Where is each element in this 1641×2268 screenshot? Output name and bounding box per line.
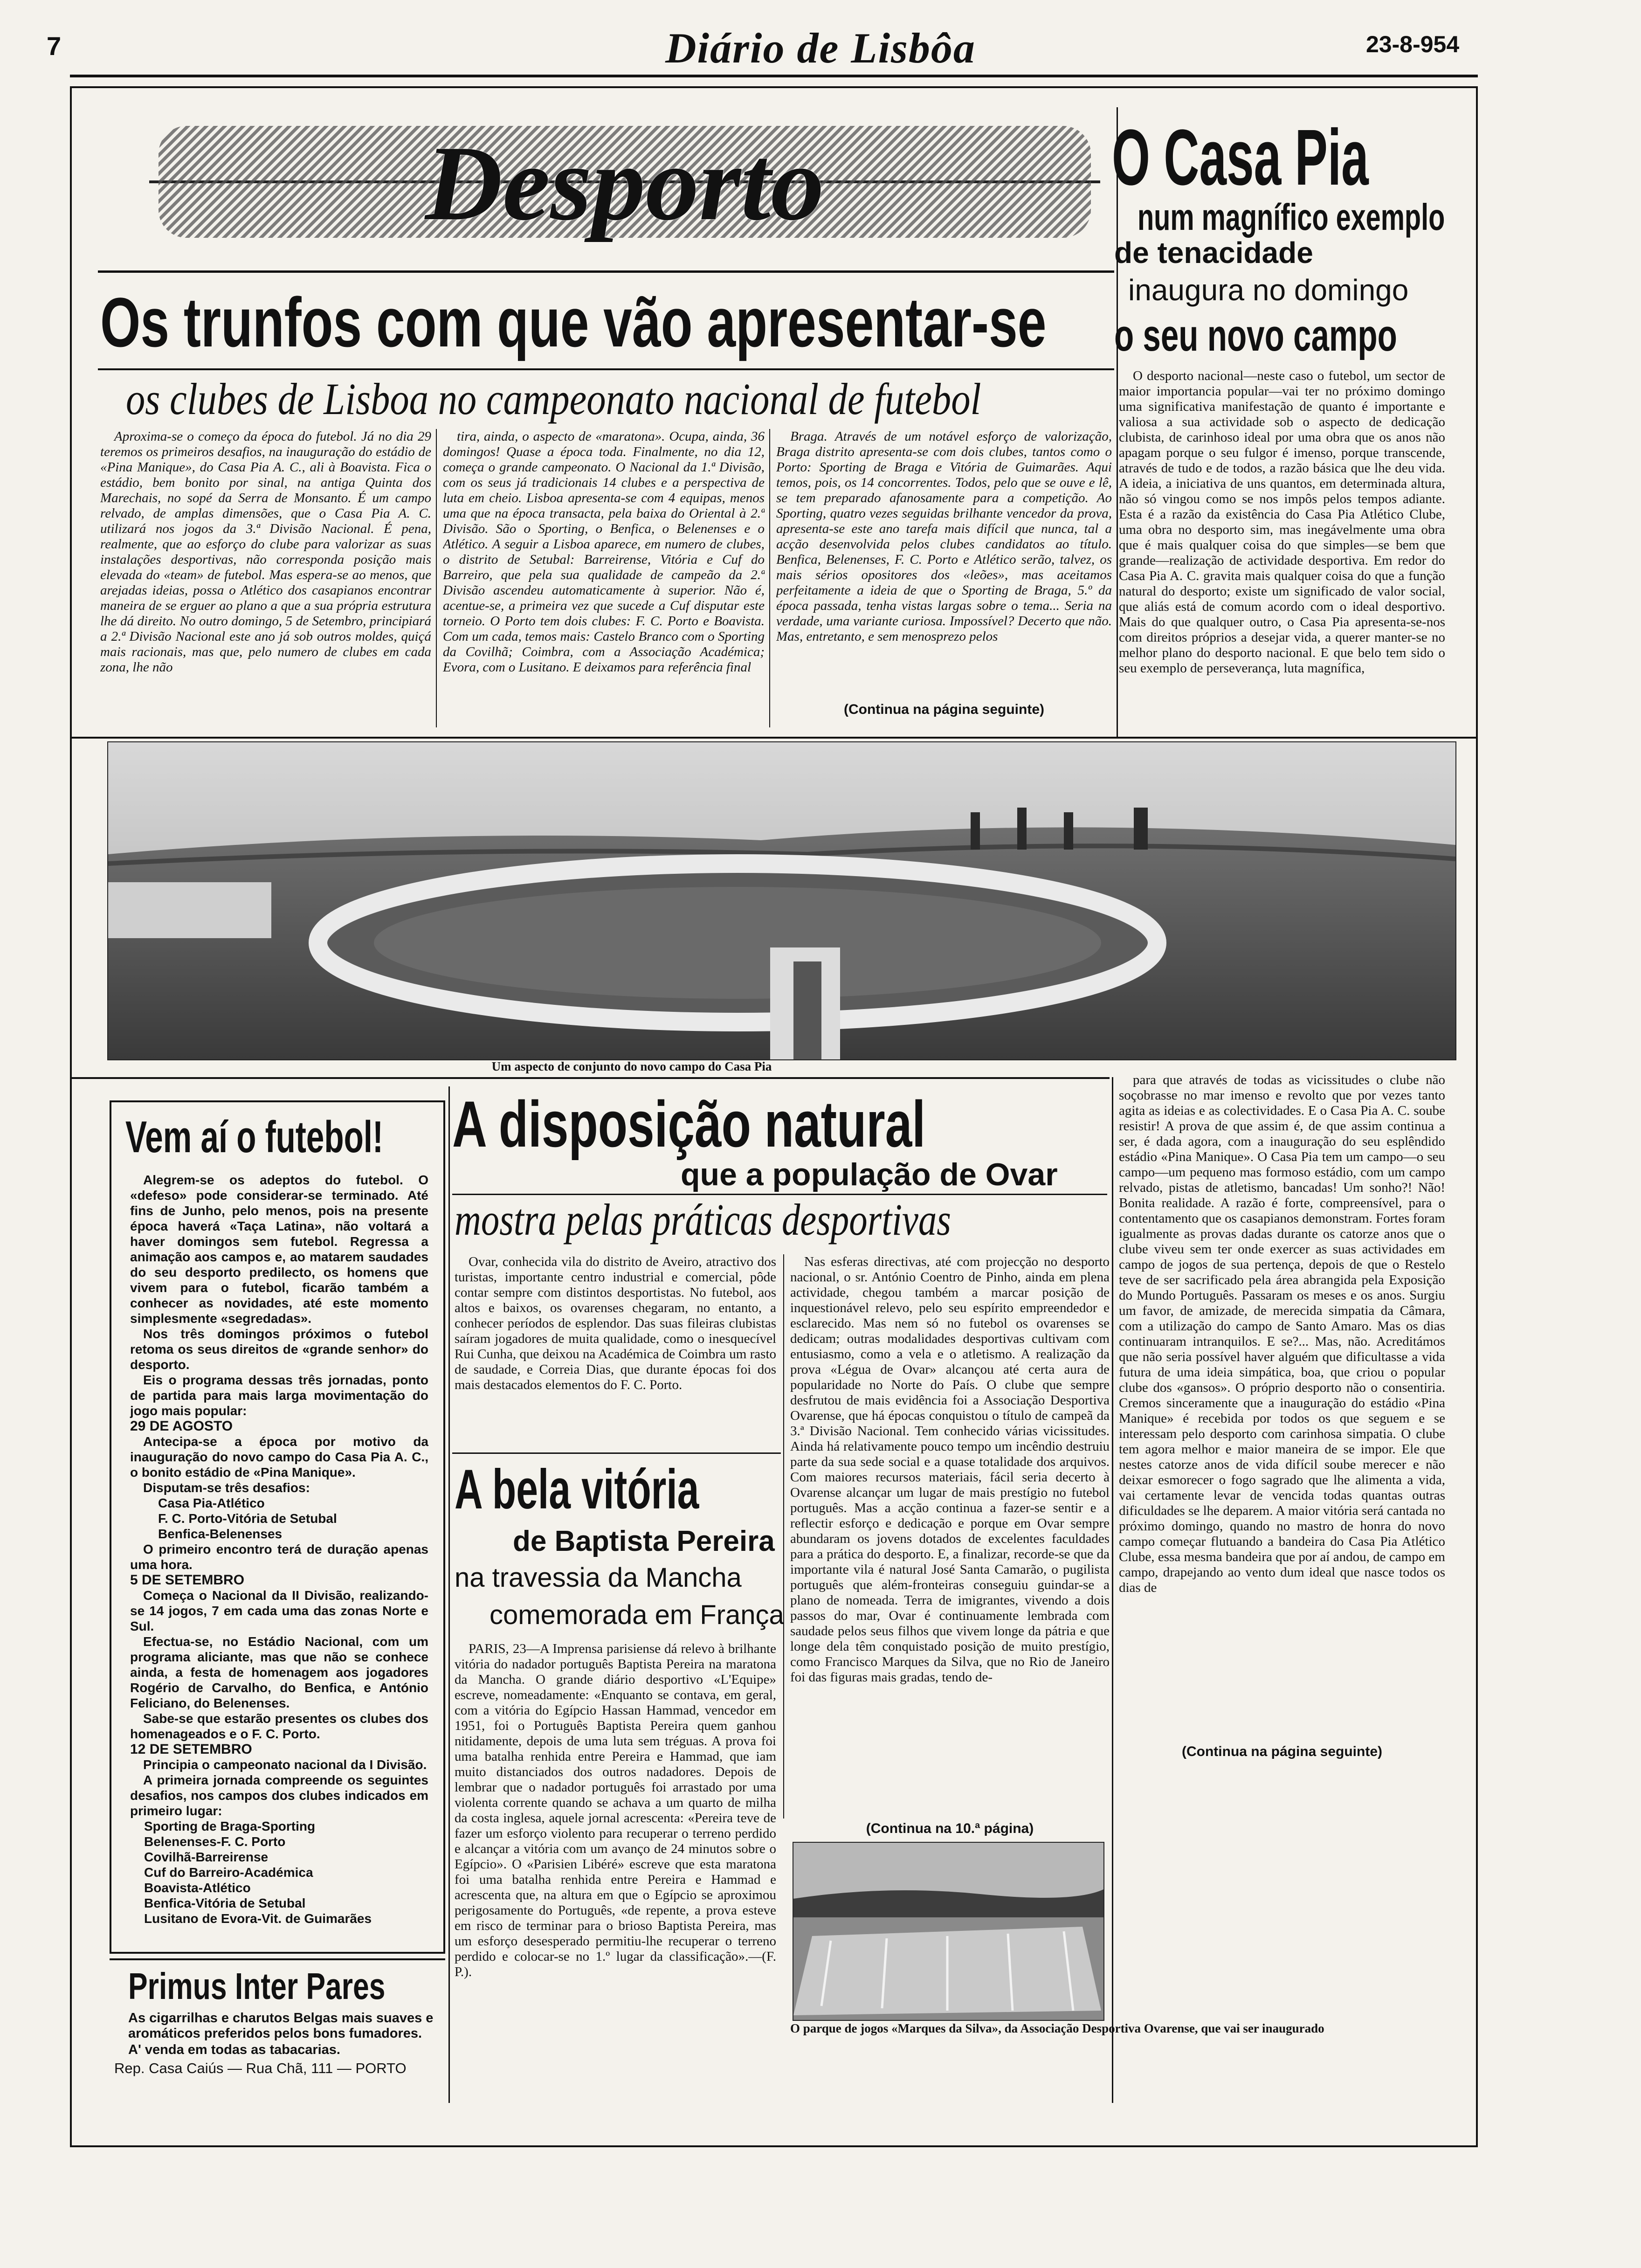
col-divider — [769, 429, 770, 727]
trunfos-col-2 — [443, 429, 765, 727]
ovar-headline: A disposição natural — [452, 1087, 926, 1161]
futebol-d3-game: Belenenses-F. C. Porto — [144, 1834, 286, 1849]
masthead-rule — [70, 75, 1478, 77]
ovar-photo-caption: O parque de jogos «Marques da Silva», da Associação Desportiva Ovarense, que vai ser inaugurado — [790, 2021, 1324, 2035]
futebol-date-2: 5 DE SETEMBRO — [130, 1572, 245, 1588]
col-divider — [448, 1086, 450, 2103]
ad-title: Primus Inter Pares — [128, 1965, 386, 2007]
ovar-col-2-text: Nas esferas directivas, até com projecção no desporto nacional, o sr. António Coentro de Pinho, ainda em plena actividade, chegou também a marcar posição de inquestionável relevo, pelo seu espírito empreendedor e esclarecido. Mas nem só no futebol os ovarenses se dedicam; outras modalidades desportivas cultivam com entusiasmo, como a vela e o atletismo. A realização da prova «Légua de Ovar» alcançou até certa aura de popularidade no Norte do País. O clube que sempre desfrutou de mais evidência foi a Associação Desportiva Ovarense, que há épocas conquistou o título de campeã da 3.ª Divisão Nacional. Tem conhecido várias vicissitudes. Ainda há relativamente pouco tempo um incêndio destruiu parte da sua sede social e a quase totalidade dos arquivos. Com maiores recursos materiais, fácil seria decerto à Ovarense alcançar um lugar de mais prestígio no futebol português. Mas a acção continua a fazer-se sentir e a reflectir esforço e dedicação e porque em Ovar sempre abundaram os jovens dotados de excelentes faculdades para a prática do desporto. E, a finalizar, recorde-se que da importante vila é natural José Santa Camarão, o pugilista português que além-fronteiras conseguiu guindar-se a plano de nomeada. Terra de imigrantes, vivendo a dois passos do mar, Ovar é continuamente lembrada com saudade pelos seus filhos que vivem longe da pátria e que longe dela têm conquistado posição de muito prestígio, como Francisco Marques da Silva, que no Rio de Janeiro foi das figuras mais gradas, tendo de- — [790, 1254, 1110, 1685]
futebol-d3-game: Benfica-Vitória de Setubal — [144, 1896, 306, 1910]
col-divider — [783, 1254, 784, 1819]
casapia-deck-3: inaugura no domingo — [1128, 273, 1409, 307]
trunfos-headline: Os trunfos com que vão apresentar-se — [100, 283, 1047, 361]
futebol-d1-game: F. C. Porto-Vitória de Setubal — [158, 1511, 337, 1526]
main-photo-caption: Um aspecto de conjunto do novo campo do Casa Pia — [491, 1059, 772, 1073]
casapia-headline: O Casa Pia — [1112, 113, 1369, 202]
baptista-deck-3: comemorada em França — [490, 1600, 784, 1630]
ad-box — [110, 1958, 445, 2086]
casapia-deck-2: de tenacidade — [1114, 236, 1313, 270]
baptista-body — [455, 1641, 776, 2070]
futebol-d3-text: Principia o campeonato nacional da I Divisão. — [143, 1757, 427, 1772]
futebol-box — [110, 1100, 445, 1954]
futebol-box-title: Vem aí o futebol! — [125, 1112, 384, 1162]
trunfos-col-2-text: tira, ainda, o aspecto de «maratona». Ocupa, ainda, 36 domingos! Quase a época toda. Finalmente, no dia 12, começa o grande campeonato. O Nacional da 1.ª Divisão, com os seus já tradicionais 14 clubes e a perspectiva de luta em cheio. Lisboa apresenta-se com 4 equipas, menos uma que na época transacta, pela baixa do Oriental à 2.ª Divisão. São o Sporting, o Benfica, o Belenenses e o Atlético. A seguir a Lisboa aparece, em numero de clubes, o distrito de Setubal: Barreirense, Vitória e Cuf do Barreiro, que pela sua qualidade de campeão da 2.ª Divisão ascendeu automaticamente à superior. Não é, acentue-se, a primeira vez que sucede a Cuf disputar este torneio. O Porto tem dois clubes: F. C. Porto e Boavista. Com um cada, temos mais: Castelo Branco com o Sporting da Covilhã; Coimbra, com a Associação Académica; Evora, com o Lusitano. E deixamos para referência final — [443, 429, 765, 675]
baptista-headline: A bela vitória — [455, 1458, 699, 1521]
ad-line-2: A' venda em todas as tabacarias. — [128, 2042, 340, 2057]
futebol-d3-game: Sporting de Braga-Sporting — [144, 1819, 316, 1833]
trunfos-col-3-text: Braga. Através de um notável esforço de valorização, Braga distrito apresenta-se com dois clubes, tantos como o Porto: Sporting de Braga e Vitória de Guimarães. Aqui temos, pois, os 14 concorrentes. Todos, pelo que se ouve e lê, se tem preparado afanosamente para a competição. Ao Sporting, quatro vezes seguidas brilhante vencedor da prova, apresenta-se este ano tarefa mais difícil que nunca, tal a acção desenvolvida pelos clubes candidatos ao título. Benfica, Belenenses, F. C. Porto e Atlético serão, talvez, os mais sérios opositores dos «leões», mas aceitamos perfeitamente a ideia de que o Sporting de Braga, 5.º da época passada, tenha vistas largas sobre o tema... Seria na verdade, uma variante curiosa. Impossível? Decerto que não. Mas, entretanto, e sem menosprezo pelos — [776, 429, 1112, 644]
photo-bottom-rule — [70, 1077, 1110, 1079]
ovar-photo — [793, 1842, 1104, 2021]
futebol-d2-text3: Sabe-se que estarão presentes os clubes dos homenageados e o F. C. Porto. — [130, 1711, 428, 1741]
casapia-deck-1: num magnífico exemplo — [1138, 196, 1445, 238]
futebol-d3-game: Lusitano de Evora-Vit. de Guimarães — [144, 1911, 372, 1926]
casapia-continued: (Continua na página seguinte) — [1181, 1744, 1382, 1759]
ad-line-3: Rep. Casa Caiús — Rua Chã, 111 — PORTO — [114, 2060, 407, 2076]
futebol-p2: Nos três domingos próximos o futebol retoma os seus direitos de «grande senhor» do desporto. — [130, 1327, 428, 1372]
section-banner — [140, 107, 1110, 256]
ovar-field-illustration — [793, 1843, 1103, 2020]
baptista-deck-2: na travessia da Mancha — [455, 1563, 742, 1593]
futebol-intro: Alegrem-se os adeptos do futebol. O «defeso» pode considerar-se terminado. Até fins de Junho, pelo menos, pois na presente época haverá «Taça Latina», não voltará a haver domingos sem futebol. Regressa a animação aos campos e, ao matarem saudades do seu desporto predilecto, os homens que vivem para o futebol, ficarão também a conhecer as novidades, até este momento simplesmente «segredadas». — [130, 1173, 428, 1326]
futebol-date-3: 12 DE SETEMBRO — [130, 1742, 252, 1757]
banner-rule — [98, 270, 1114, 273]
baptista-body-text: PARIS, 23—A Imprensa parisiense dá relevo à brilhante vitória do nadador português Baptista Pereira na maratona da Mancha. O grande diário desportivo «L'Equipe» escreve, nomeadamente: «Enquanto se contava, em geral, com a vitória do Egípcio Hassan Hammad, vencedor em 1951, foi o Português Baptista Pereira quem ganhou nitidamente, depois de uma luta sem tréguas. A prova foi uma batalha renhida entre Pereira e Hammad, que iam muito distanciados dos outros nadadores. Depois de lembrar que o nadador português foi arrastado por uma violenta corrente quando se achava a um quarto de milha da costa inglesa, aquele jornal acrescenta: «Pereira teve de fazer um esforço violento para recuperar o terreno perdido e alcançar a vitória com um avanço de 24 minutos sobre o Egípcio». O «Parisien Libéré» escreve que esta maratona foi uma batalha renhida entre Pereira e Hammad e acrescenta que, na altura em que o Egípcio se aproximou perigosamente do Português, «de repente, a prova esteve em risco de terminar para o brioso Baptista Pereira, mas um esforço desesperado permitiu-lhe recuperar o terreno perdido e colocar-se no 1.º lugar da classificação».—(F. P.). — [455, 1641, 776, 1979]
main-photo — [107, 741, 1456, 1060]
futebol-d3-game: Covilhã-Barreirense — [144, 1850, 269, 1864]
casapia-body-top-text: O desporto nacional—neste caso o futebol, um sector de maior importancia popular—vai ter no próximo domingo uma significativa manifestação de quanto é importante e valiosa a sua actividade sob o aspecto de dedicação clubista, de carinhoso ideal por uma obra que os anos não apagam porque o seu fulgor é imenso, porque transcende, através de tudo e de todos, a razão básica que lhe deu vida. A ideia, a iniciativa de uns quantos, em determinada altura, não só vingou como se nos impôs pelos tempos adiante. Esta é a razão da existência do Casa Pia Atlético Clube, uma obra no desporto sim, mas inegávelmente uma obra que é mais qualquer coisa do que simples—se bem que grande—realização de actividade desportiva. Em redor do Casa Pia A. C. gravita mais qualquer coisa do que a função natural do desporto; existe um significado de valor social, que aliás está de comum acordo com o ideal desportivo. Mais do que qualquer outro, o Casa Pia apresenta-se-nos com direitos próprios a desejar vida, a querer manter-se no melhor plano do desporto nacional. E que belo tem sido o seu exemplo de perseverança, luta magnífica, — [1119, 368, 1445, 676]
trunfos-col-3 — [776, 429, 1112, 690]
trunfos-continued: (Continua na página seguinte) — [843, 702, 1044, 717]
futebol-p3: Eis o programa dessas três jornadas, ponto de partida para mais larga movimentação do jogo mais popular: — [130, 1373, 428, 1418]
casapia-body-top — [1119, 368, 1445, 732]
futebol-d1-text3: O primeiro encontro terá de duração apenas uma hora. — [130, 1542, 428, 1572]
ovar-col-2 — [790, 1254, 1110, 1816]
trunfos-rule — [98, 368, 1114, 370]
stadium-illustration — [108, 742, 1455, 1059]
ovar-col-1-text: Ovar, conhecida vila do distrito de Aveiro, atractivo dos turistas, importante centro industrial e comercial, pôde contar sempre com distintos desportistas. No futebol, aos altos e baixos, os ovarenses chegaram, no entanto, a conhecer períodos de esplendor. Das suas fileiras clubistas saíram jogadores de muita qualidade, como o inesquecível Rui Cunha, que deixou na Académica de Coimbra um rasto de saudade, e Correia Dias, que durante épocas foi dos mais destacados elementos do F. C. Porto. — [455, 1254, 776, 1392]
ovar-continued: (Continua na 10.ª página) — [866, 1821, 1034, 1836]
casapia-body-bottom — [1119, 1072, 1445, 1730]
trunfos-col-1 — [100, 429, 431, 727]
ovar-deck: que a população de Ovar — [681, 1157, 1058, 1192]
futebol-box-body — [130, 1172, 428, 1926]
col-divider — [1112, 1077, 1113, 2103]
futebol-d1-text2: Disputam-se três desafios: — [143, 1480, 310, 1495]
baptista-rule — [452, 1452, 781, 1454]
casapia-deck-4: o seu novo campo — [1114, 311, 1397, 360]
futebol-d1-game: Casa Pia-Atlético — [158, 1496, 265, 1510]
ovar-subhead: mostra pelas práticas desportivas — [455, 1195, 951, 1245]
masthead-title: Diário de Lisbôa — [665, 24, 976, 72]
col-divider — [436, 429, 437, 727]
casapia-body-bottom-text: para que através de todas as vicissitudes o clube não soçobrasse no mar imenso e revolto que por vezes tanto agita as ideias e as colectividades. E o Casa Pia A. C. soube resistir! A prova de que assim é, de que assim continua a ser, é dada agora, com a inauguração do seu esplêndido estádio «Pina Manique». O Casa Pia tem um campo—o seu campo—um pequeno mas formoso estádio, com um campo relvado, pistas de atletismo, bancadas! Um sonho?! Não! Bonita realidade. A razão é forte, compreensível, para o contentamento que os casapianos demonstram. Fortes foram igualmente as provas dadas durante os catorze anos que o clube viveu sem ter onde exercer as suas actividades em campo de jogos de sua pertença, depois de que o Restelo teve de ser sacrificado pela área abrangida pela Exposição do Mundo Português. Passaram os meses e os anos. Surgiu um favor, de amizade, de merecida simpatia da Câmara, com a utilização do campo de Santo Amaro. Mas os dias continuaram intranquilos. E se?... Mas, não. Acreditámos que não seria possível haver alguém que dificultasse a vida futura de uma ideia simpática, boa, que criou o popular clube dos «gansos». O próprio desporto não o consentiria. Cremos sinceramente que a inauguração do estádio «Pina Manique» é recebida por todos os que seguem e se interessam pelo desporto com carinhosa simpatia. O clube tem agora melhor e maior maneira de se impor. Ele que nestes catorze anos de vida difícil soube merecer e não deixar esmorecer o fogo sagrado que lhe alimenta a vida, vai certamente levar de vencida todas quantas outras dificuldades se lhe deparem. A maior vitória será cantada no próximo domingo, quando no mastro de honra do novo campo começar flutuando a bandeira do Casa Pia Atlético Clube, essa mesma bandeira que por aí andou, de campo em campo, drapejando ao vento dum ideal que nasce todos os dias de — [1119, 1072, 1445, 1595]
masthead-date: 23-8-954 — [1366, 31, 1460, 57]
photo-top-rule — [70, 737, 1478, 739]
trunfos-subhead: os clubes de Lisboa no campeonato nacional de futebol — [126, 374, 981, 424]
baptista-deck-1: de Baptista Pereira — [513, 1525, 775, 1557]
futebol-d2-text: Começa o Nacional da II Divisão, realizando-se 14 jogos, 7 em cada uma das zonas Norte e Sul. — [130, 1588, 428, 1633]
section-banner-text: Desporto — [425, 124, 825, 242]
trunfos-col-1-text: Aproxima-se o começo da época do futebol. Já no dia 29 teremos os primeiros desafios, na inauguração do estádio de «Pina Manique», do Casa Pia A. C., ali à Boavista. Fica o estádio, bem bonito por sinal, na antiga Quinta dos Marechais, no sopé da Serra de Monsanto. É um campo relvado, de amplas dimensões, que o Casa Pia A. C. utilizará nos jogos da 3.ª Divisão Nacional. É pena, realmente, que ao esforço do clube para valorizar as suas instalações desportivas, não corresponda posição mais elevada do «team» de futebol. Mas espera-se ao menos, que arejadas ideias, possa o Atlético dos casapianos encontrar maneira de se erguer ao plano a que a sua própria estrutura lhe dá direito. No outro domingo, 5 de Setembro, principiará a 2.ª Divisão Nacional este ano já sob outros moldes, quiçá mais racionais, mas que, pelo numero de clubes em cada zona, lhe não — [100, 429, 431, 675]
futebol-d3-text2: A primeira jornada compreende os seguintes desafios, nos campos dos clubes indicados em primeiro lugar: — [130, 1773, 428, 1818]
page-number: 7 — [47, 31, 62, 61]
futebol-date-1: 29 DE AGOSTO — [130, 1418, 233, 1434]
futebol-d1-game: Benfica-Belenenses — [158, 1527, 283, 1541]
futebol-d3-game: Cuf do Barreiro-Académica — [144, 1865, 313, 1880]
futebol-d3-game: Boavista-Atlético — [144, 1881, 251, 1895]
ovar-col-1 — [455, 1254, 776, 1450]
futebol-d1-text: Antecipa-se a época por motivo da inauguração do novo campo do Casa Pia A. C., o bonito estádio de «Pina Manique». — [130, 1434, 428, 1480]
ad-line-1: As cigarrilhas e charutos Belgas mais suaves e aromáticos preferidos pelos bons fumadores. — [128, 2011, 434, 2041]
futebol-d2-text2: Efectua-se, no Estádio Nacional, com um programa aliciante, mas que não se conhece ainda, a festa de homenagem aos jogadores Rogério de Carvalho, do Benfica, e António Feliciano, do Belenenses. — [130, 1634, 428, 1710]
